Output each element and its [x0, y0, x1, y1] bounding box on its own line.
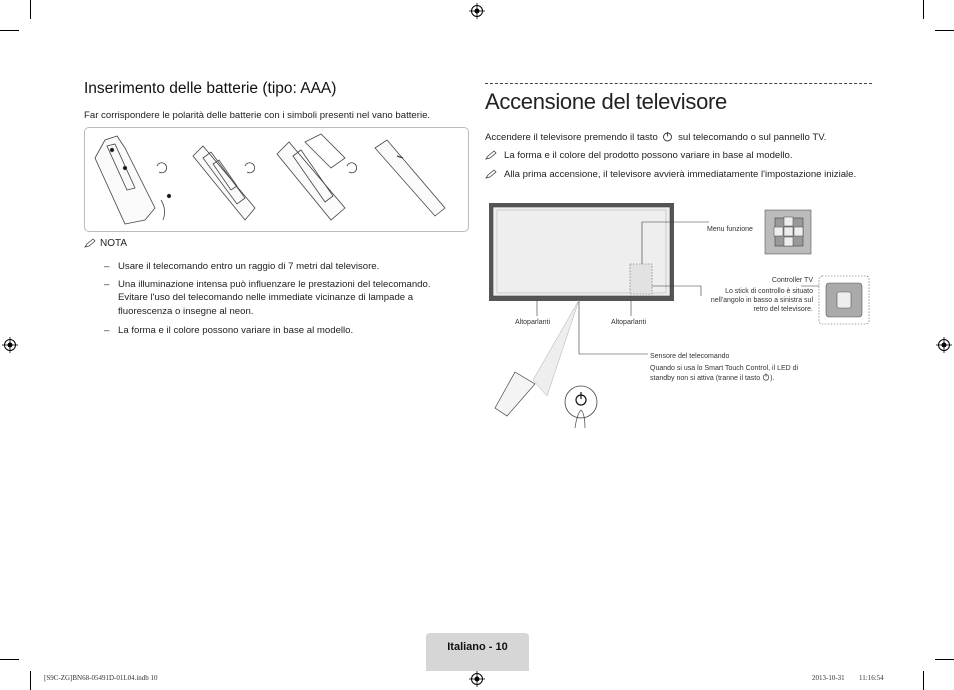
power-button-callout: [565, 386, 597, 418]
bullet-dash: –: [104, 279, 110, 290]
controller-desc-line: retro del televisore.: [753, 306, 813, 313]
crop-mark: [30, 671, 31, 690]
controller-description: [690, 287, 813, 314]
batteries-intro: Far corrispondere le polarità delle batterie con i simboli presenti nel vano batterie.: [84, 110, 431, 121]
crop-mark: [30, 0, 31, 19]
note-bullet: [104, 324, 448, 337]
battery-steps-illustration: [85, 128, 468, 231]
power-icon: [762, 373, 770, 381]
label-speaker-left: Altoparlanti: [515, 319, 551, 326]
note-bullet-text: La forma e il colore possono variare in base al modello.: [118, 325, 354, 336]
label-controller-tv: Controller TV: [771, 277, 813, 284]
sensor-desc-text: ).: [770, 375, 775, 382]
registration-mark-icon: [936, 337, 952, 353]
power-icon: [662, 131, 673, 142]
bullet-dash: –: [104, 325, 110, 336]
sensor-desc-line: Quando si usa lo Smart Touch Control, il LED di: [650, 365, 799, 372]
sensor-desc-line: [650, 373, 830, 383]
note-text: La forma e il colore del prodotto possono variare in base al modello.: [504, 150, 793, 161]
note-pencil-icon: [485, 169, 497, 179]
note-pencil-icon: [485, 150, 497, 160]
remote-control: [495, 372, 535, 416]
note-label: NOTA: [100, 238, 128, 249]
crop-mark: [935, 659, 954, 660]
section-divider: [485, 83, 872, 84]
function-menu-area: [630, 264, 652, 294]
registration-mark-icon: [2, 337, 18, 353]
controller-desc-line: nell'angolo in basso a sinistra sul: [710, 297, 813, 304]
registration-mark-icon: [469, 3, 485, 19]
imprint-right: 2013-10-31 ￿￿ 11:16:54: [812, 674, 884, 682]
label-remote-sensor: Sensore del telecomando: [650, 353, 730, 360]
sensor-beam: [533, 300, 579, 396]
crop-mark: [935, 30, 954, 31]
crop-mark: [923, 671, 924, 690]
section-heading-power-on: Accensione del televisore: [485, 89, 727, 114]
crop-mark: [923, 0, 924, 19]
sensor-desc-text: standby non si attiva (tranne il tasto: [650, 375, 761, 382]
label-menu-funzione: Menu funzione: [707, 226, 753, 233]
note-bullet: [104, 278, 448, 318]
power-on-text-after: sul telecomando o sul pannello TV.: [678, 132, 827, 143]
crop-mark: [0, 30, 19, 31]
imprint-left: [S9C-ZG]BN68-05491D-01L04.indb 10: [44, 674, 158, 682]
note-bullet-text: Una illuminazione intensa può influenzare le prestazioni del telecomando. Evitare l'uso del telecomando nelle immediate vicinanze di lampade a fluorescenza o insegne al neon.: [118, 279, 431, 317]
label-speaker-right: Altoparlanti: [611, 319, 647, 326]
registration-mark-icon: [469, 671, 485, 687]
note-pencil-icon: [84, 238, 96, 248]
battery-illustration-box: [84, 127, 469, 232]
note-text: Alla prima accensione, il televisore avvierà immediatamente l'impostazione iniziale.: [504, 169, 857, 180]
power-on-text-before: Accendere il televisore premendo il tasto: [485, 132, 658, 143]
note-bullet: [104, 260, 448, 273]
power-on-instruction: [485, 131, 885, 145]
bullet-dash: –: [104, 261, 110, 272]
sensor-description: [650, 364, 830, 383]
crop-mark: [0, 659, 19, 660]
page-number-label: Italiano - 10: [447, 641, 508, 653]
note-bullet-text: Usare il telecomando entro un raggio di 7 metri dal televisore.: [118, 261, 380, 272]
section-heading-batteries: Inserimento delle batterie (tipo: AAA): [84, 80, 337, 97]
controller-desc-line: Lo stick di controllo è situato: [725, 288, 813, 295]
